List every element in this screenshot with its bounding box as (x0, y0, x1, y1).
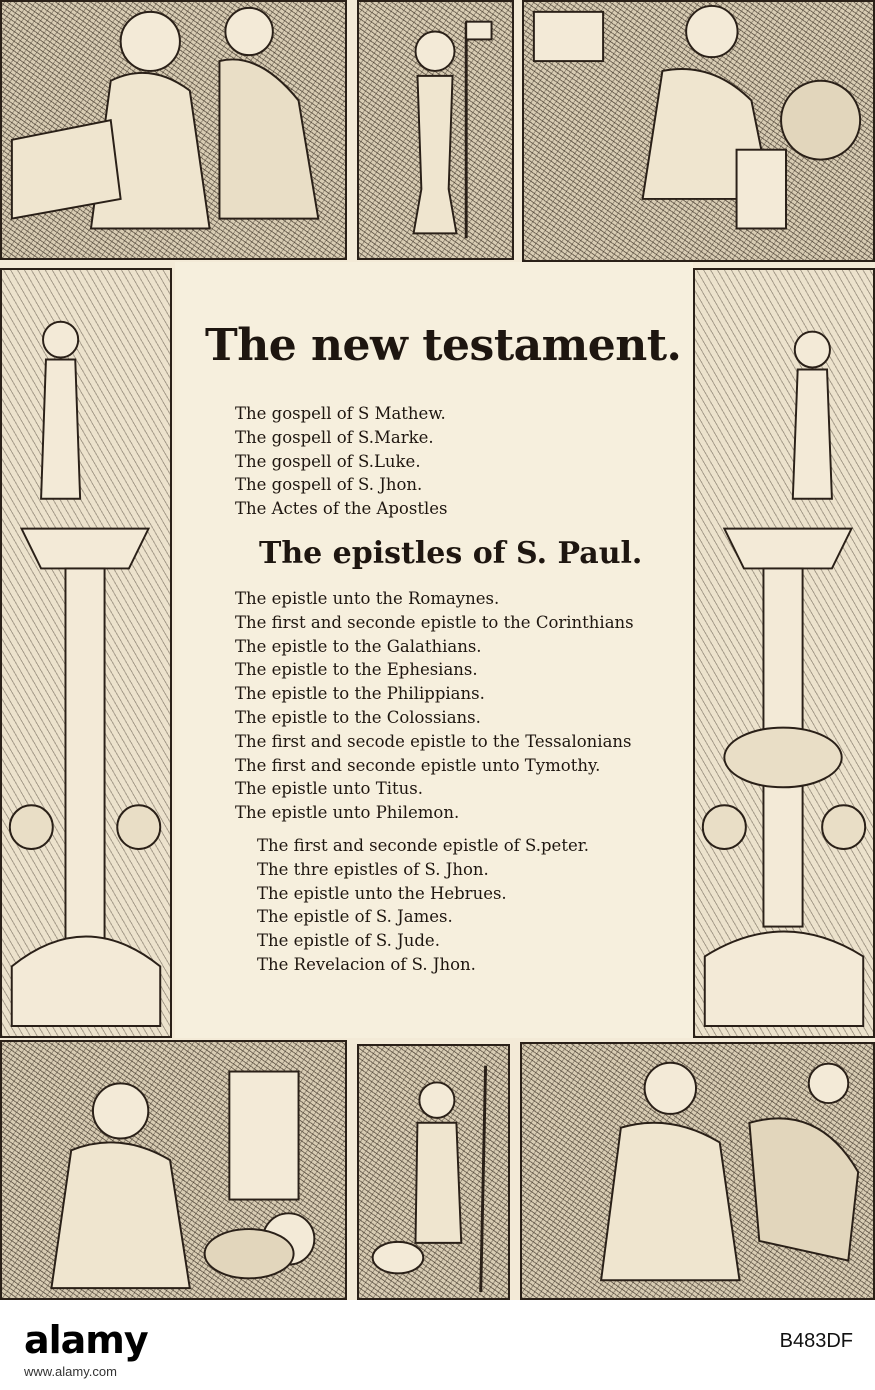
watermark-code: B483DF (779, 1330, 853, 1352)
woodcut-top-center (357, 0, 514, 260)
saint-with-lamb-icon (359, 1046, 508, 1298)
list-item: The epistle unto Titus. (235, 779, 423, 799)
list-item: The gospell of S Mathew. (235, 404, 446, 423)
list-item: The epistle unto Philemon. (235, 803, 460, 823)
candelabrum-ornament-icon (2, 270, 170, 1036)
list-item: The first and seconde epistle unto Tymothy. (235, 755, 601, 775)
list-item: The epistle unto the Hebrues. (257, 883, 507, 903)
list-item: The Revelacion of S. Jhon. (257, 954, 476, 974)
ornament-left-border (0, 268, 172, 1038)
list-item: The Actes of the Apostles (235, 499, 448, 519)
list-item: The first and seconde epistle to the Corinthians (235, 612, 634, 632)
list-item: The thre epistles of S. Jhon. (257, 859, 489, 879)
woodcut-top-left (0, 0, 347, 260)
evangelist-with-angel-icon (2, 2, 345, 258)
evangelist-with-eagle-icon (522, 1044, 873, 1298)
watermark-url: www.alamy.com (24, 1364, 117, 1379)
list-item: The first and secode epistle to the Tessalonians (235, 731, 632, 751)
list-item: The gospell of S.Marke. (235, 427, 434, 447)
watermark-logo: alamy (24, 1318, 148, 1362)
list-item: The epistle to the Philippians. (235, 684, 485, 704)
general-epistles-list (257, 834, 589, 977)
risen-christ-icon (359, 2, 512, 258)
woodcut-top-right (522, 0, 875, 262)
list-item: The epistle unto the Romaynes. (235, 589, 500, 608)
page-title: The new testament. (205, 320, 682, 371)
title-text-block (175, 262, 693, 1038)
pauline-epistles-list (235, 587, 634, 825)
evangelist-with-lion-icon (524, 2, 873, 260)
list-item: The epistle to the Colossians. (235, 707, 481, 727)
list-item: The gospell of S.Luke. (235, 451, 421, 471)
woodcut-bottom-center (357, 1044, 510, 1300)
list-item: The epistle of S. Jude. (257, 931, 440, 951)
list-item: The epistle to the Galathians. (235, 636, 482, 656)
list-item: The epistle of S. James. (257, 907, 453, 927)
epistles-heading: The epistles of S. Paul. (259, 536, 643, 571)
gospels-list (235, 402, 447, 521)
woodcut-bottom-left (0, 1040, 347, 1300)
candelabrum-ornament-icon (695, 270, 873, 1036)
ornament-right-border (693, 268, 875, 1038)
woodcut-bottom-right (520, 1042, 875, 1300)
list-item: The gospell of S. Jhon. (235, 475, 423, 495)
list-item: The first and seconde epistle of S.peter. (257, 836, 590, 855)
evangelist-with-ox-icon (2, 1042, 345, 1298)
list-item: The epistle to the Ephesians. (235, 660, 478, 680)
